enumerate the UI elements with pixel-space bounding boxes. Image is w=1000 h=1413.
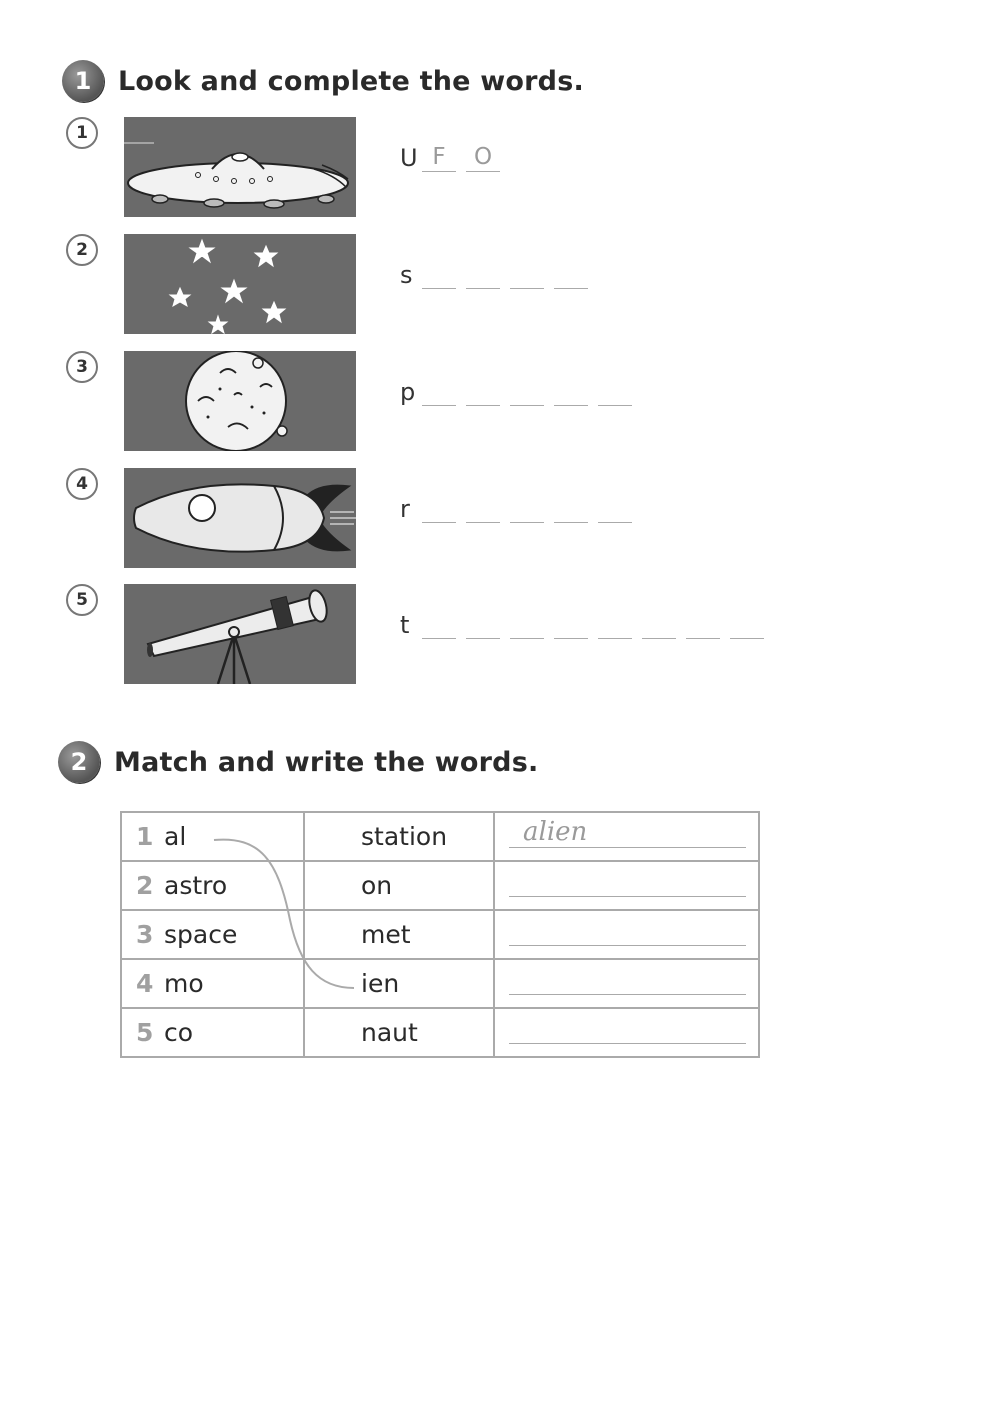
word-end-cell: [304, 812, 494, 861]
word-end: station: [361, 822, 448, 851]
letter-blank[interactable]: O: [466, 143, 500, 172]
section-number-badge: 2: [58, 741, 100, 783]
first-letter: t: [400, 611, 410, 639]
item-number: 4: [66, 468, 98, 500]
word-start-cell: [121, 959, 304, 1008]
answer-cell: [494, 861, 759, 910]
word-start: mo: [164, 969, 204, 998]
letter-blank[interactable]: [598, 610, 632, 639]
exercise-item: [66, 584, 786, 686]
answer-input[interactable]: [509, 915, 746, 946]
item-number: 5: [66, 584, 98, 616]
row-number: 3: [136, 920, 154, 949]
word-end-cell: [304, 959, 494, 1008]
section-title: Match and write the words.: [114, 746, 539, 778]
letter-blank[interactable]: [510, 260, 544, 289]
answer-cell: [494, 959, 759, 1008]
planet-image: [124, 351, 356, 451]
exercise-item: [66, 234, 786, 336]
letter-blank[interactable]: [422, 494, 456, 523]
first-letter: p: [400, 378, 416, 406]
word-end-cell: [304, 861, 494, 910]
letter-blank[interactable]: [466, 610, 500, 639]
letter-blank[interactable]: [554, 494, 588, 523]
letter-blank[interactable]: [466, 494, 500, 523]
section-number-badge: 1: [62, 60, 104, 102]
answer-input[interactable]: [509, 964, 746, 995]
first-letter: U: [400, 144, 418, 172]
letter-blank[interactable]: [598, 377, 632, 406]
letter-blank[interactable]: [510, 610, 544, 639]
row-number: 4: [136, 969, 154, 998]
answer-cell: [494, 1008, 759, 1057]
letter-blank[interactable]: [730, 610, 764, 639]
letter-blank[interactable]: [466, 260, 500, 289]
letter-blank[interactable]: F: [422, 143, 456, 172]
word-completion: [400, 494, 642, 523]
word-end: on: [361, 871, 393, 900]
match-table: [120, 811, 760, 1058]
answer-input[interactable]: [509, 1013, 746, 1044]
word-start-cell: [121, 861, 304, 910]
item-number: 1: [66, 117, 98, 149]
section-title: Look and complete the words.: [118, 65, 584, 97]
rocket-image: [124, 468, 356, 568]
ufo-image: [124, 117, 356, 217]
letter-blank[interactable]: [510, 377, 544, 406]
word-start: co: [164, 1018, 194, 1047]
exercise-item: [66, 351, 786, 453]
item-number: 2: [66, 234, 98, 266]
answer-cell: [494, 812, 759, 861]
word-start: al: [164, 822, 187, 851]
row-number: 2: [136, 871, 154, 900]
word-end: ien: [361, 969, 400, 998]
word-start: astro: [164, 871, 228, 900]
exercise-item: [66, 468, 786, 570]
word-start-cell: [121, 910, 304, 959]
word-start: space: [164, 920, 238, 949]
word-completion: [400, 377, 642, 406]
letter-blank[interactable]: [422, 260, 456, 289]
stars-image: [124, 234, 356, 334]
letter-blank[interactable]: [554, 610, 588, 639]
letter-blank[interactable]: [422, 377, 456, 406]
letter-blank[interactable]: [422, 610, 456, 639]
word-end: naut: [361, 1018, 418, 1047]
table-row: [121, 812, 759, 861]
letter-blank[interactable]: [554, 377, 588, 406]
table-row: [121, 959, 759, 1008]
letter-blank[interactable]: [554, 260, 588, 289]
letter-blank[interactable]: [642, 610, 676, 639]
letter-blank[interactable]: [686, 610, 720, 639]
answer-input[interactable]: alien: [509, 817, 746, 848]
row-number: 5: [136, 1018, 154, 1047]
word-completion: [400, 143, 510, 172]
table-row: [121, 910, 759, 959]
first-letter: r: [400, 495, 410, 523]
word-end-cell: [304, 1008, 494, 1057]
table-row: [121, 1008, 759, 1057]
letter-blank[interactable]: [598, 494, 632, 523]
table-row: [121, 861, 759, 910]
word-start-cell: [121, 1008, 304, 1057]
letter-blank[interactable]: [510, 494, 544, 523]
row-number: 1: [136, 822, 154, 851]
word-completion: [400, 260, 598, 289]
word-completion: [400, 610, 774, 639]
word-end: met: [361, 920, 411, 949]
answer-cell: [494, 910, 759, 959]
section-1-heading: [62, 60, 584, 102]
word-start-cell: [121, 812, 304, 861]
telescope-image: [124, 584, 356, 684]
item-number: 3: [66, 351, 98, 383]
first-letter: s: [400, 261, 413, 289]
section-2-heading: [58, 741, 538, 783]
letter-blank[interactable]: [466, 377, 500, 406]
answer-input[interactable]: [509, 866, 746, 897]
word-end-cell: [304, 910, 494, 959]
exercise-item: [66, 117, 786, 219]
